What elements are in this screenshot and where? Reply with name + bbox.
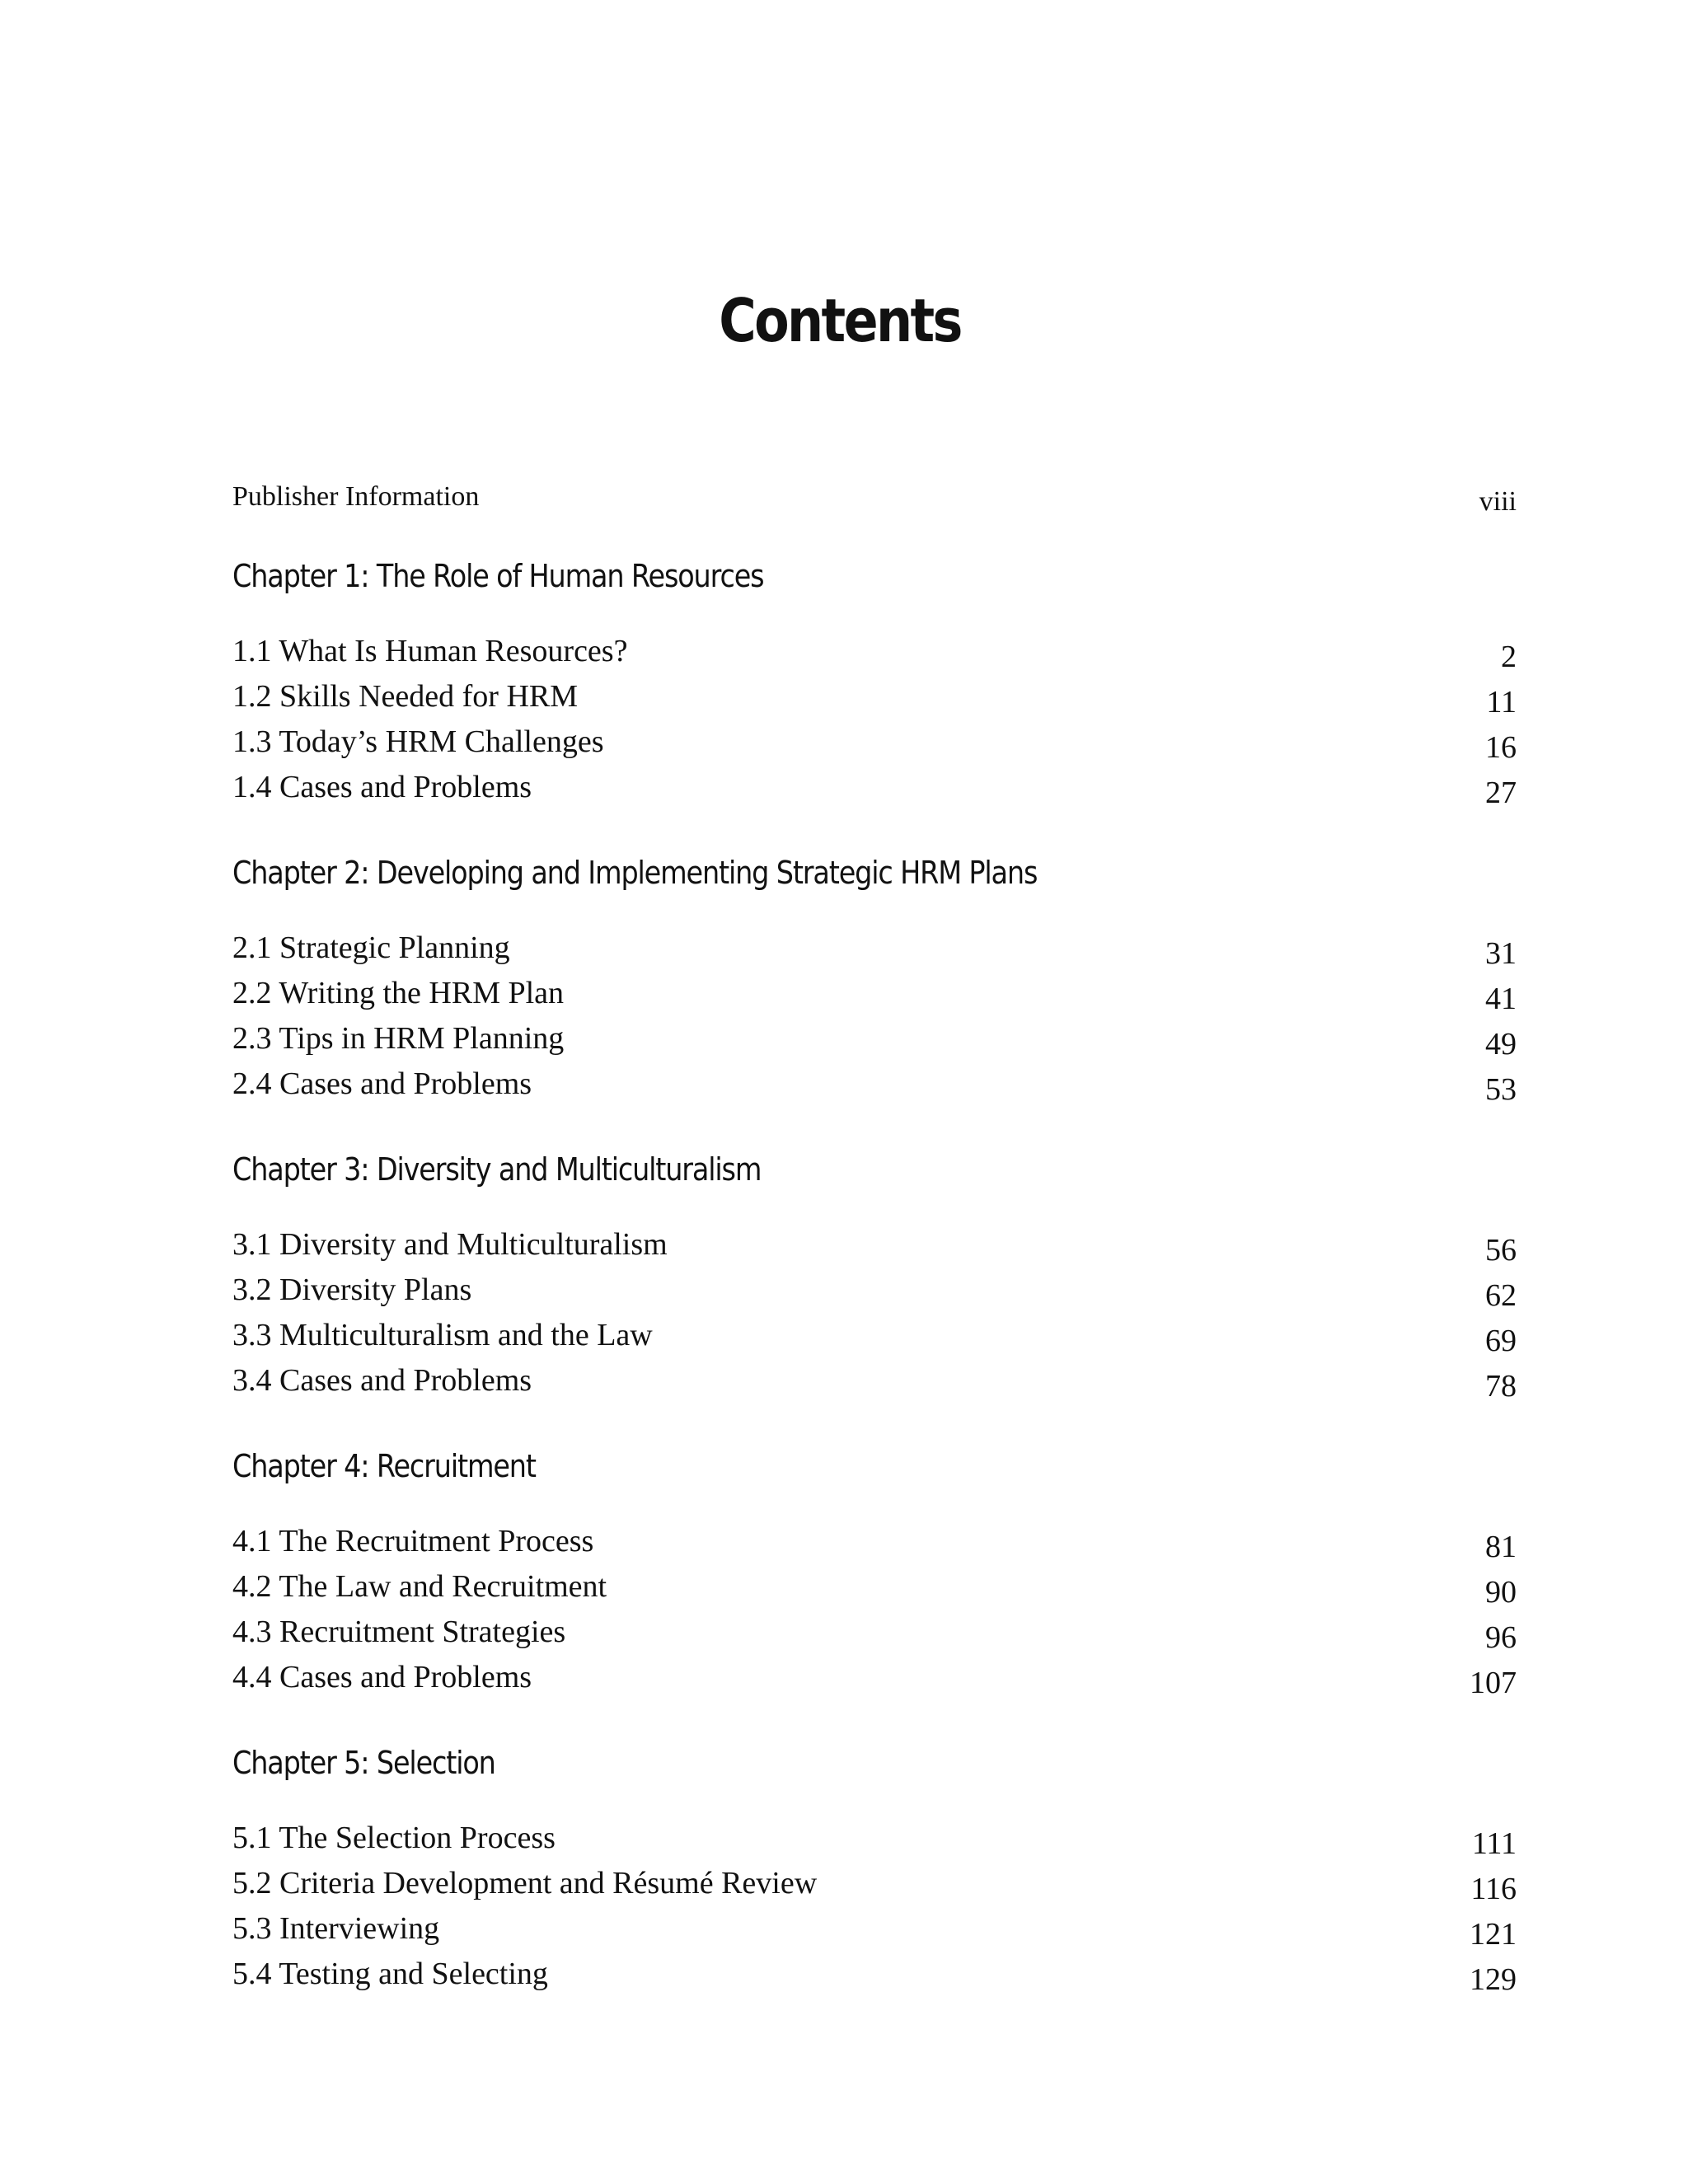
toc-entry-label[interactable]: 1.1 What Is Human Resources?	[232, 634, 628, 668]
toc-entry-label[interactable]: 2.4 Cases and Problems	[232, 1066, 532, 1101]
toc-entry-label[interactable]: 1.4 Cases and Problems	[232, 770, 532, 804]
toc-entry-label[interactable]: 4.4 Cases and Problems	[232, 1660, 532, 1694]
toc-entry[interactable]	[232, 1614, 1517, 1659]
toc-entry[interactable]	[232, 678, 1517, 724]
chapter-heading[interactable]: Chapter 4: Recruitment	[232, 1448, 536, 1484]
toc-entry[interactable]	[232, 1568, 1517, 1614]
toc-entry-page-number: 31	[1485, 936, 1517, 971]
table-of-contents	[232, 476, 1517, 2001]
toc-entry-label[interactable]: 5.2 Criteria Development and Résumé Review	[232, 1866, 818, 1900]
toc-chapter-2	[232, 852, 1517, 1111]
chapter-heading[interactable]: Chapter 3: Diversity and Multiculturalism	[232, 1151, 762, 1188]
toc-entry[interactable]	[232, 724, 1517, 769]
toc-entry[interactable]	[232, 1362, 1517, 1408]
toc-entry-label[interactable]: Publisher Information	[232, 481, 480, 512]
toc-entry-label[interactable]: 5.3 Interviewing	[232, 1911, 440, 1946]
section-list	[232, 1820, 1517, 2001]
toc-entry-page-number: 129	[1470, 1962, 1517, 1997]
toc-entry-page-number: 16	[1485, 730, 1517, 765]
toc-entry[interactable]	[232, 1020, 1517, 1066]
toc-entry[interactable]	[232, 1523, 1517, 1568]
toc-entry-page-number: 53	[1485, 1072, 1517, 1107]
toc-entry-page-number: 90	[1485, 1575, 1517, 1610]
toc-entry[interactable]	[232, 1820, 1517, 1865]
toc-entry-page-number: 78	[1485, 1369, 1517, 1404]
toc-entry-label[interactable]: 4.1 The Recruitment Process	[232, 1524, 594, 1558]
chapter-heading[interactable]: Chapter 2: Developing and Implementing Strategic HRM Plans	[232, 855, 1038, 891]
toc-entry-label[interactable]: 2.2 Writing the HRM Plan	[232, 976, 565, 1010]
toc-entry[interactable]	[232, 633, 1517, 678]
toc-entry-label[interactable]: 4.2 The Law and Recruitment	[232, 1569, 607, 1604]
toc-entry[interactable]	[232, 975, 1517, 1020]
chapter-heading[interactable]: Chapter 1: The Role of Human Resources	[232, 558, 764, 594]
toc-entry-page-number: 107	[1470, 1666, 1517, 1700]
toc-entry-page-number: 2	[1501, 640, 1517, 674]
toc-entry-label[interactable]: 4.3 Recruitment Strategies	[232, 1615, 566, 1649]
toc-entry-page-number: 41	[1485, 982, 1517, 1016]
toc-entry[interactable]	[232, 1659, 1517, 1704]
toc-entry-page-number: 96	[1485, 1620, 1517, 1655]
toc-entry[interactable]	[232, 769, 1517, 814]
toc-entry-page-number: 69	[1485, 1324, 1517, 1358]
toc-entry[interactable]	[232, 1066, 1517, 1111]
toc-entry-page-number: 62	[1485, 1278, 1517, 1313]
toc-chapter-1	[232, 555, 1517, 814]
toc-entry-page-number: 49	[1485, 1027, 1517, 1062]
toc-entry[interactable]	[232, 1865, 1517, 1910]
toc-entry-page-number: 81	[1485, 1530, 1517, 1564]
toc-entry-page-number: 121	[1470, 1917, 1517, 1952]
toc-entry-page-number: 27	[1485, 776, 1517, 810]
toc-entry-page-number: 56	[1485, 1233, 1517, 1268]
section-list	[232, 1226, 1517, 1408]
toc-entry-publisher-information[interactable]	[232, 476, 1517, 518]
toc-entry-label[interactable]: 1.2 Skills Needed for HRM	[232, 679, 579, 714]
toc-chapter-3	[232, 1149, 1517, 1408]
toc-chapter-5	[232, 1742, 1517, 2001]
toc-entry[interactable]	[232, 930, 1517, 975]
toc-entry[interactable]	[232, 1956, 1517, 2001]
toc-entry[interactable]	[232, 1226, 1517, 1272]
toc-entry-page-number: viii	[1479, 486, 1517, 517]
toc-entry-label[interactable]: 5.4 Testing and Selecting	[232, 1957, 548, 1991]
toc-entry-label[interactable]: 1.3 Today’s HRM Challenges	[232, 724, 604, 759]
toc-entry-page-number: 111	[1471, 1826, 1517, 1861]
toc-entry[interactable]	[232, 1272, 1517, 1317]
page-title: Contents	[719, 286, 961, 356]
toc-entry[interactable]	[232, 1317, 1517, 1362]
toc-entry-label[interactable]: 2.1 Strategic Planning	[232, 930, 510, 965]
toc-entry-label[interactable]: 3.2 Diversity Plans	[232, 1272, 472, 1307]
toc-entry-label[interactable]: 3.3 Multiculturalism and the Law	[232, 1318, 653, 1352]
section-list	[232, 633, 1517, 814]
section-list	[232, 930, 1517, 1111]
section-list	[232, 1523, 1517, 1704]
toc-entry-label[interactable]: 3.4 Cases and Problems	[232, 1363, 532, 1398]
toc-entry-label[interactable]: 2.3 Tips in HRM Planning	[232, 1021, 565, 1056]
toc-entry-page-number: 11	[1486, 685, 1517, 719]
toc-entry[interactable]	[232, 1910, 1517, 1956]
toc-entry-label[interactable]: 5.1 The Selection Process	[232, 1821, 556, 1855]
chapter-heading[interactable]: Chapter 5: Selection	[232, 1745, 495, 1781]
toc-chapter-4	[232, 1446, 1517, 1704]
toc-entry-label[interactable]: 3.1 Diversity and Multiculturalism	[232, 1227, 668, 1262]
toc-entry-page-number: 116	[1470, 1872, 1517, 1906]
